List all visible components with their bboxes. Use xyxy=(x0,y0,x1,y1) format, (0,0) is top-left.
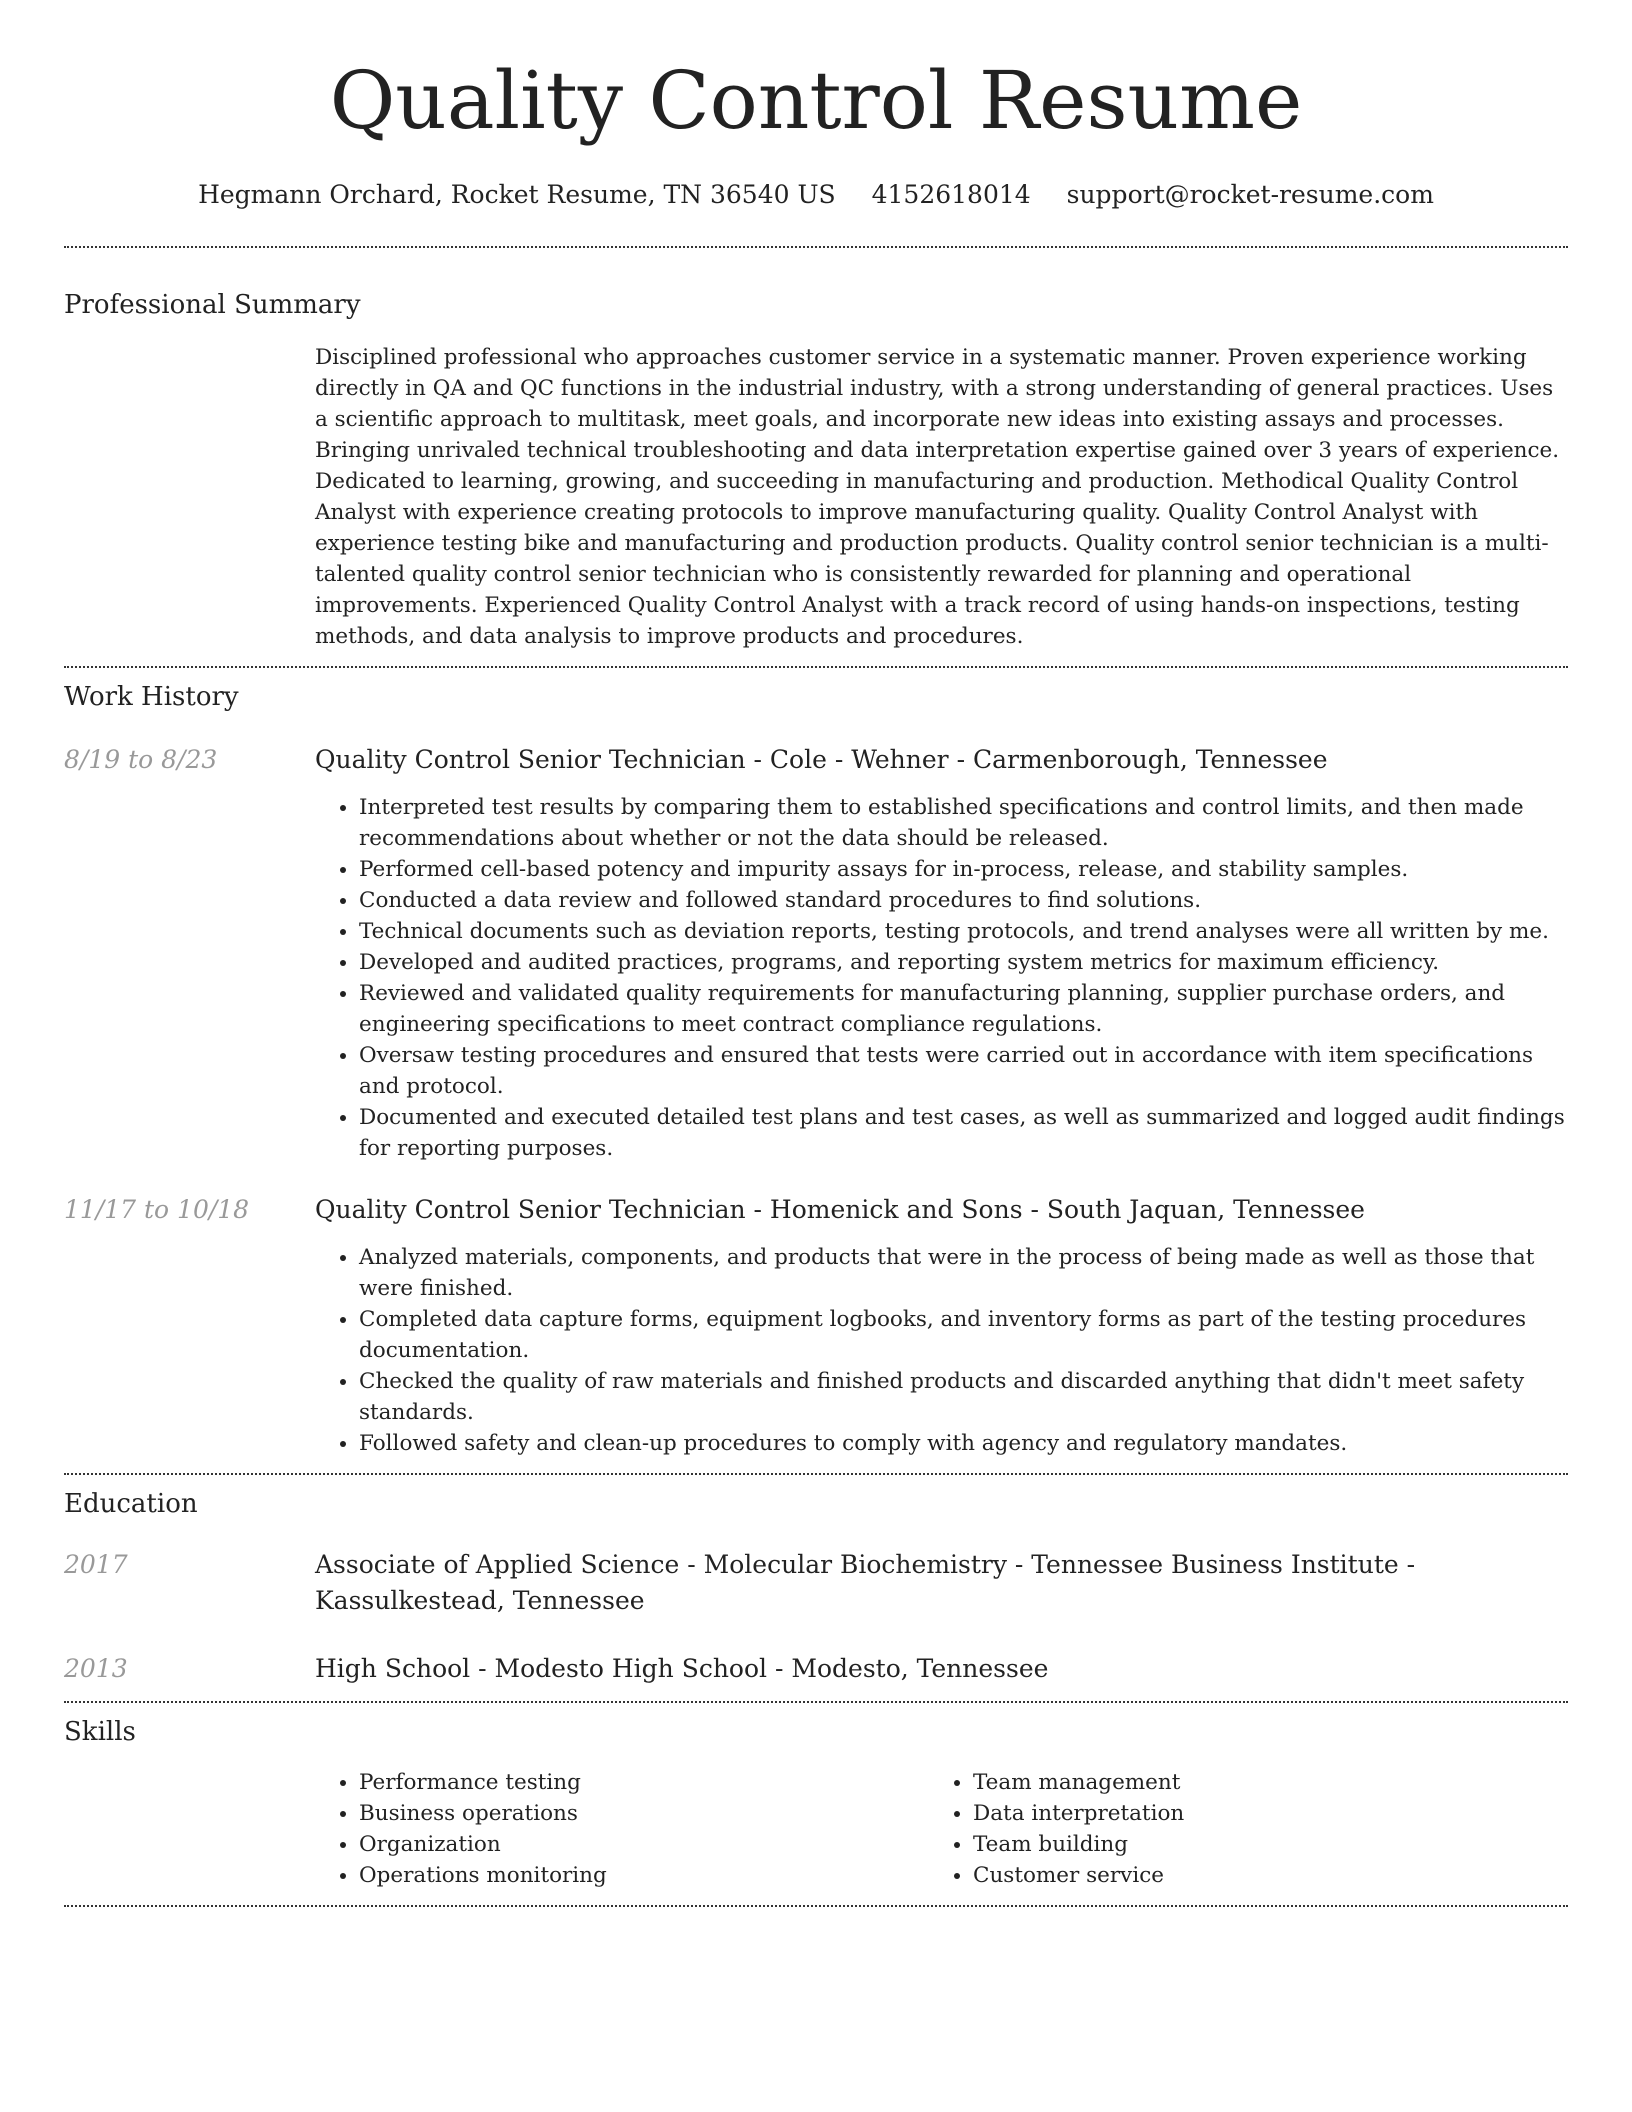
education-title xyxy=(315,1651,1568,1687)
education-degree: Associate of Applied Science - Molecular Biochemistry xyxy=(315,1550,1007,1579)
job-content xyxy=(315,1192,1568,1459)
list-item: • Data interpretation xyxy=(973,1798,1184,1829)
education-school: - Modesto High School - Modesto, Tennessee xyxy=(470,1654,1049,1683)
contact-line xyxy=(64,178,1568,212)
education-title xyxy=(315,1547,1568,1619)
list-item: • Followed safety and clean-up procedures to comply with agency and regulatory mandates. xyxy=(359,1428,1568,1459)
list-item: • Business operations xyxy=(359,1798,929,1829)
list-item: • Customer service xyxy=(973,1860,1184,1891)
education-entry xyxy=(64,1547,1568,1619)
contact-address: Hegmann Orchard, Rocket Resume, TN 36540 US xyxy=(198,180,836,209)
section-title-education: Education xyxy=(64,1489,198,1519)
job-title: Quality Control Senior Technician - Cole - Wehner - Carmenborough, Tennessee xyxy=(315,745,1328,774)
job-title: Quality Control Senior Technician - Homenick and Sons - South Jaquan, Tennessee xyxy=(315,1195,1365,1224)
job-bullets xyxy=(315,792,1568,1164)
divider xyxy=(64,246,1568,248)
list-item: • Oversaw testing procedures and ensured that tests were carried out in accordance with item specifications and protocol. xyxy=(359,1040,1568,1102)
list-item: • Organization xyxy=(359,1829,929,1860)
list-item: • Checked the quality of raw materials and finished products and discarded anything that didn't meet safety standards. xyxy=(359,1366,1568,1428)
list-item: • Conducted a data review and followed standard procedures to find solutions. xyxy=(359,885,1568,916)
divider xyxy=(64,1473,1568,1475)
education-school: - Tennessee Business Institute - Kassulkestead, Tennessee xyxy=(315,1550,1416,1615)
list-item: • Technical documents such as deviation reports, testing protocols, and trend analyses were all written by me. xyxy=(359,916,1568,947)
list-item: • Documented and executed detailed test plans and test cases, as well as summarized and logged audit findings for reporting purposes. xyxy=(359,1102,1568,1164)
divider xyxy=(64,1905,1568,1907)
divider xyxy=(64,1701,1568,1703)
list-item: • Operations monitoring xyxy=(359,1860,929,1891)
contact-phone: 4152618014 xyxy=(871,180,1031,209)
education-degree: High School xyxy=(315,1654,471,1683)
list-item: • Performance testing xyxy=(359,1767,929,1798)
summary-text: Disciplined professional who approaches customer service in a systematic manner. Proven experience working directly in QA and QC functions in the industrial industry, with a strong understanding of general practices. Uses a scientific approach to multitask, meet goals, and incorporate new ideas into existing assays and processes. Bringing unrivaled technical troubleshooting and data interpretation expertise gained over 3 years of experience. Dedicated to learning, growing, and succeeding in manufacturing and production. Methodical Quality Control Analyst with experience creating protocols to improve manufacturing quality. Quality Control Analyst with experience testing bike and manufacturing and production products. Quality control senior technician is a multi-talented quality control senior technician who is consistently rewarded for planning and operational improvements. Experienced Quality Control Analyst with a track record of using hands-on inspections, testing methods, and data analysis to improve products and procedures. xyxy=(315,345,1560,649)
resume-title: Quality Control Resume xyxy=(329,54,1303,147)
job-content xyxy=(315,742,1568,1164)
job-entry xyxy=(64,1192,1568,1459)
list-item: • Reviewed and validated quality requirements for manufacturing planning, supplier purchase orders, and engineering specifications to meet contract compliance regulations. xyxy=(359,978,1568,1040)
divider xyxy=(64,666,1568,668)
section-title-work-history: Work History xyxy=(64,682,239,712)
skills-list xyxy=(315,1767,1568,1891)
education-year: 2017 xyxy=(64,1550,128,1579)
job-dates: 8/19 to 8/23 xyxy=(64,745,218,774)
list-item: • Interpreted test results by comparing them to established specifications and control limits, and then made recommendations about whether or not the data should be released. xyxy=(359,792,1568,854)
list-item: • Performed cell-based potency and impurity assays for in-process, release, and stability samples. xyxy=(359,854,1568,885)
list-item: • Team management xyxy=(973,1767,1184,1798)
education-entry xyxy=(64,1651,1568,1687)
job-dates: 11/17 to 10/18 xyxy=(64,1195,250,1224)
section-title-skills: Skills xyxy=(64,1717,136,1747)
skills-column-left xyxy=(315,1767,929,1891)
list-item: • Analyzed materials, components, and products that were in the process of being made as well as those that were finished. xyxy=(359,1242,1568,1304)
contact-email: support@rocket-resume.com xyxy=(1066,180,1434,209)
list-item: • Team building xyxy=(973,1829,1184,1860)
education-year: 2013 xyxy=(64,1654,128,1683)
list-item: • Developed and audited practices, programs, and reporting system metrics for maximum efficiency. xyxy=(359,947,1568,978)
section-title-summary: Professional Summary xyxy=(64,290,361,320)
list-item: • Completed data capture forms, equipment logbooks, and inventory forms as part of the testing procedures documentation. xyxy=(359,1304,1568,1366)
job-entry xyxy=(64,742,1568,1164)
job-bullets xyxy=(315,1242,1568,1459)
skills-column-right xyxy=(929,1767,1184,1891)
